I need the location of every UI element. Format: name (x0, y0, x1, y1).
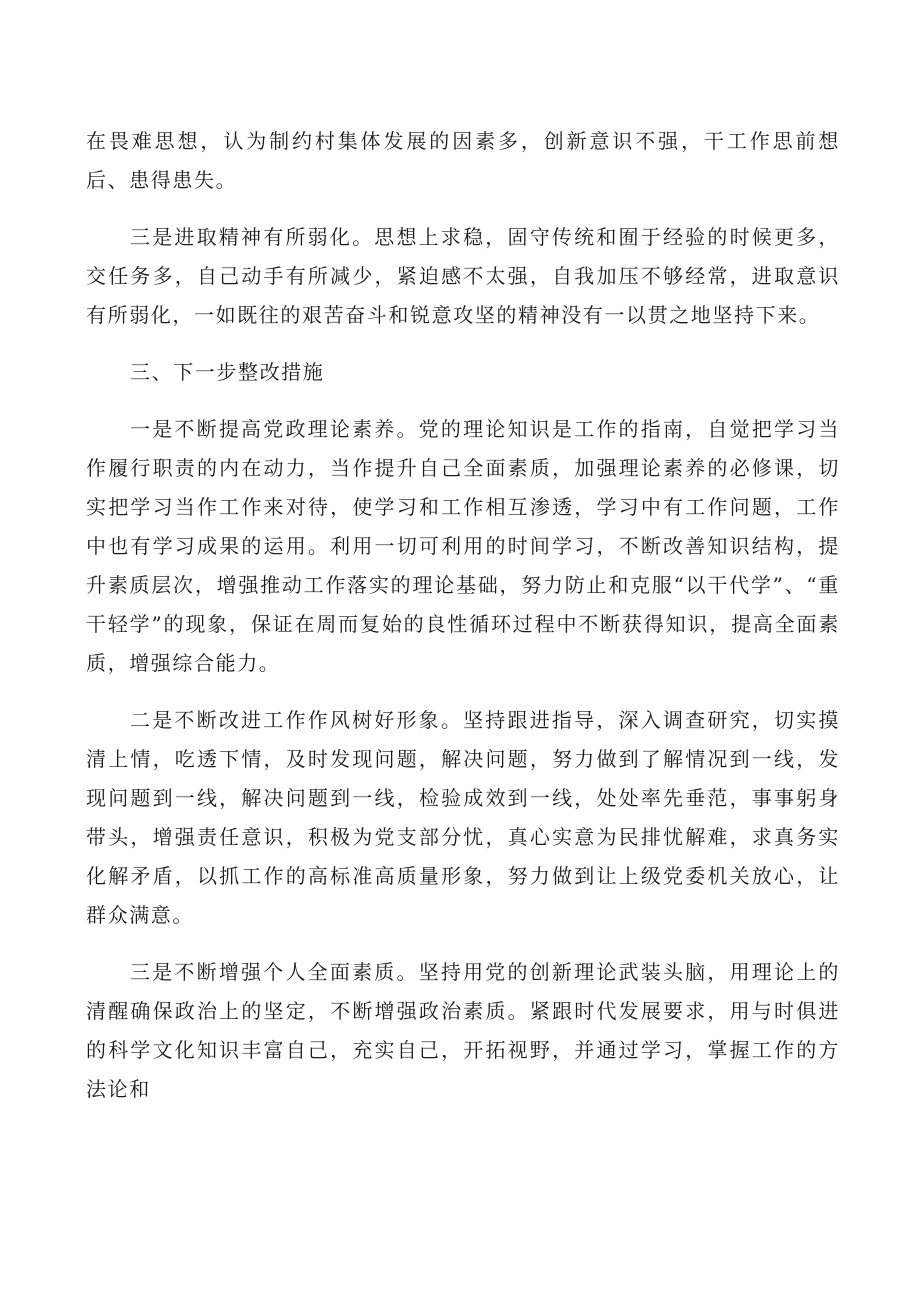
document-body (86, 122, 840, 1127)
section-heading: 三、下一步整改措施 (130, 360, 325, 384)
paragraph-personal-quality: 三是不断增强个人全面素质。坚持用党的创新理论武装头脑，用理论上的清醒确保政治上的坚定，不断增强政治素质。紧跟时代发展要求，用与时俱进的科学文化知识丰富自己，充实自己，开拓视野，并通过学习，掌握工作的方法论和 (86, 960, 840, 1101)
paragraph-work-style: 二是不断改进工作作风树好形象。坚持跟进指导，深入调查研究，切实摸清上情，吃透下情，及时发现问题，解决问题，努力做到了解情况到一线，发现问题到一线，解决问题到一线，检验成效到一线，处处率先垂范，事事躬身带头，增强责任意识，积极为党支部分忧，真心实意为民排忧解难，求真务实化解矛盾，以抓工作的高标准高质量形象，努力做到让上级党委机关放心，让群众满意。 (86, 708, 840, 927)
paragraph-continued: 在畏难思想，认为制约村集体发展的因素多，创新意识不强，干工作思前想后、患得患失。 (86, 129, 840, 192)
paragraph-theory-literacy: 一是不断提高党政理论素养。党的理论知识是工作的指南，自觉把学习当作履行职责的内在动力，当作提升自己全面素质，加强理论素养的必修课，切实把学习当作工作来对待，使学习和工作相互渗透，学习中有工作问题，工作中也有学习成果的运用。利用一切可利用的时间学习，不断改善知识结构，提升素质层次，增强推动工作落实的理论基础，努力防止和克服“以干代学”、“重干轻学”的现象，保证在周而复始的良性循环过程中不断获得知识，提高全面素质，增强综合能力。 (86, 417, 840, 675)
paragraph-progress-spirit: 三是进取精神有所弱化。思想上求稳，固守传统和囿于经验的时候更多，交任务多，自己动手有所减少，紧迫感不太强，自我加压不够经常，进取意识有所弱化，一如既往的艰苦奋斗和锐意攻坚的精神没有一以贯之地坚持下来。 (86, 225, 840, 327)
